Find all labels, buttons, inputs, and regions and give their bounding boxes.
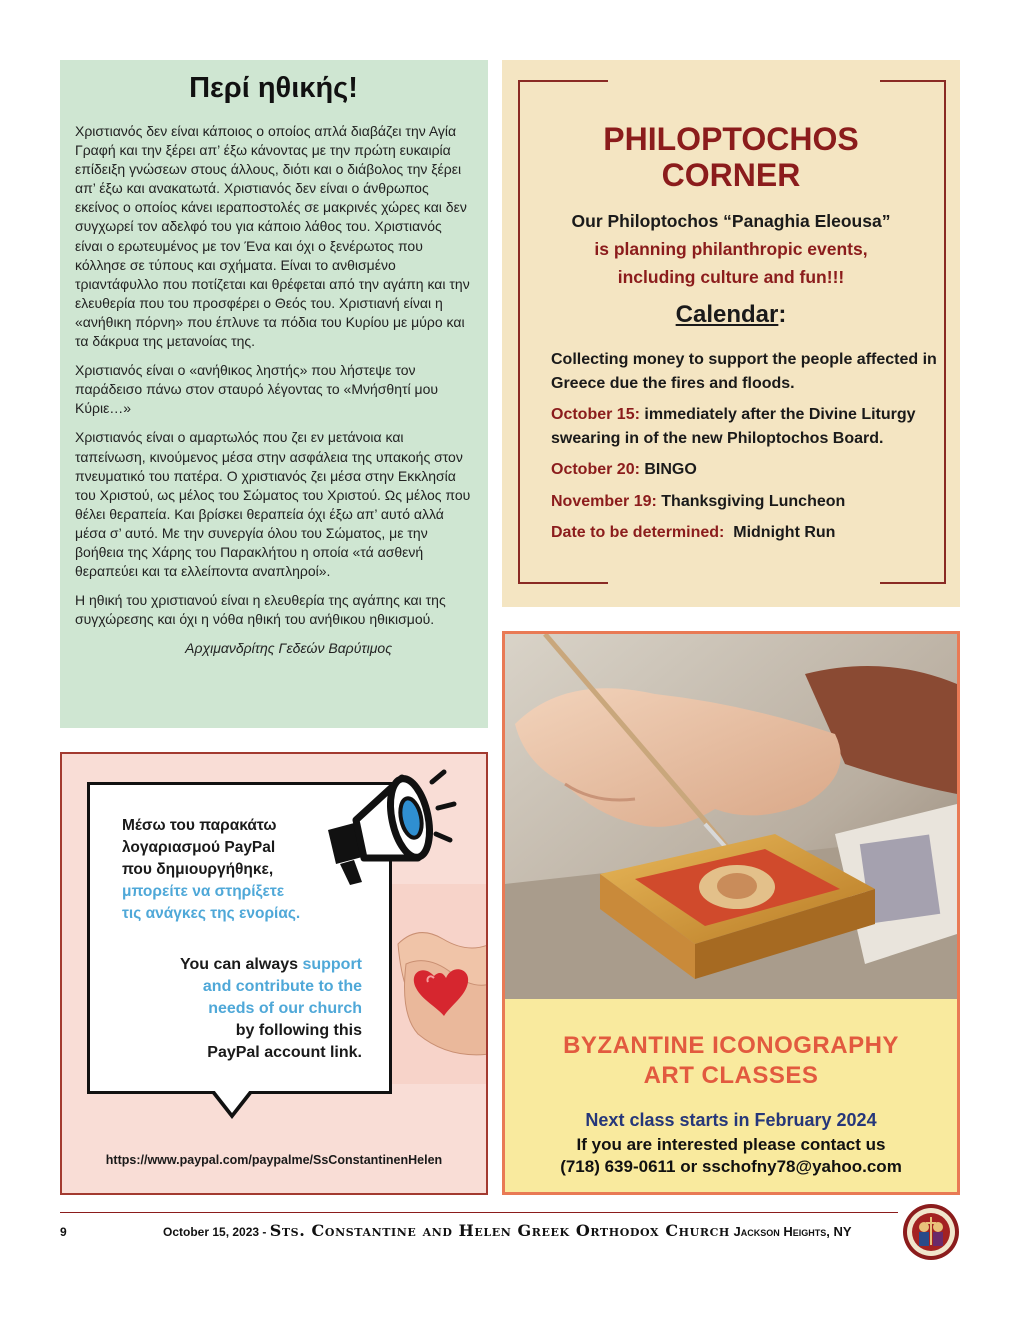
paypal-english-text: You can always support and contribute to the needs of our church by following this PayPal account link. <box>180 956 362 1061</box>
paypal-donation-box <box>60 752 488 1195</box>
calendar-heading: Calendar: <box>675 301 787 328</box>
ethics-paragraph: Η ηθική του χριστιανού είναι η ελευθερία της αγάπης και της συγχώρεσης και όχι η νόθα ηθική του ανήθικου ηθικισμού. <box>75 592 446 628</box>
contact-info: If you are interested please contact us (718) 639-0611 or sschofny78@yahoo.com <box>560 1135 902 1176</box>
calendar-event: November 19: Thanksgiving Luncheon <box>551 492 846 510</box>
calendar-event: October 20: BINGO <box>551 461 697 478</box>
ethics-signature: Αρχιμανδρίτης Γεδεών Βαρύτιμος <box>185 640 392 657</box>
iconography-classes-box <box>502 631 960 1195</box>
calendar-events <box>551 348 941 553</box>
calendar-event: Date to be determined: Midnight Run <box>551 524 836 541</box>
paypal-link[interactable]: https://www.paypal.com/paypalme/SsConstantinenHelen <box>105 1153 443 1167</box>
calendar-event: October 15: immediately after the Divine Liturgy swearing in of the new Philoptochos Board. <box>551 406 916 447</box>
footer-divider <box>60 1212 898 1213</box>
page-number: 9 <box>60 1225 67 1239</box>
philoptochos-corner <box>502 60 960 607</box>
iconography-photo <box>505 634 957 999</box>
ethics-paragraph: Χριστιανός είναι ο αμαρτωλός που ζει εν μετάνοια και ταπείνωση, κινούμενος μέσα στην ασφάλεια της υπακοής στον πνευματικό του πατέρα. Ο χριστιανός ζει μέσα στην Εκκλησία του Χριστού, ως μέλος του Σώματος του Χριστού. Ως μέλος που θέλει θεραπεία. Και βρίσκει θεραπεία όχι έξω απ’ αυτό αλλά μέσα σ’ αυτό. Με την συνεργία όλου του Σώματος, με την βοήθεια της Χάρης του Παρακλήτου η οποία «τά ασθενή θεραπεύει και τα ελλείποντα αναπληροί». <box>75 429 471 580</box>
next-class-date: Next class starts in February 2024 <box>585 1110 877 1130</box>
calendar-event: Collecting money to support the people affected in Greece due the fires and floods. <box>551 351 937 392</box>
philoptochos-intro: Our Philoptochos “Panaghia Eleousa” is planning philanthropic events, including culture and fun!!! <box>571 211 891 287</box>
church-seal-logo <box>902 1203 960 1261</box>
ethics-paragraph: Χριστιανός είναι ο «ανήθικος ληστής» που λήστεψε τον παράδεισο πάνω στον σταυρό λέγοντας το «Μνήσθητί μου Κύριε…» <box>75 362 439 417</box>
footer-text: October 15, 2023 - Sts. Constantine and Helen Greek Orthodox Church Jackson Heights, NY <box>163 1221 852 1240</box>
ethics-paragraph: Χριστιανός δεν είναι κάποιος ο οποίος απλά διαβάζει την Αγία Γραφή και την ξέρει απ’ έξω κάνοντας με την πρώτη ευκαιρία επίδειξη γνώσεων στους άλλους, διότι και ο διάβολος την ξέρει απ’ έξω και ανακατωτά. Χριστιανός δεν είναι ο άνθρωπος εκείνος ο οποίος κάνει ιεραποστολές σε μακρινές χώρες και δεν συγχωρεί τον αδελφό του για κάποιο λάθος του. Χριστιανός είναι ο ερωτευμένος με τον Ένα και όχι ο ξενέρωτος που κόλλησε σε τύπους και σχήματα. Είναι το ανθισμένο τριαντάφυλλο που ποτίζεται και θρέφεται από την αγάπη και την ελευθερία που του προσφέρει ο Θεός του. Χριστιανή είναι η «ανήθικη πόρνη» που έπλυνε τα πόδια του Κυρίου με μύρο και τα δάκρυα της μετανοίας της. <box>75 123 470 350</box>
paypal-greek-text: Μέσω του παρακάτω λογαριασμού PayPal που δημιουργήθηκε, μπορείτε να στηρίξετε τις ανάγκες της ενορίας. <box>122 817 301 922</box>
hands-heart-illustration <box>388 884 488 1084</box>
ethics-title: Περί ηθικής! <box>189 72 358 104</box>
ethics-article <box>60 60 488 728</box>
iconography-title: BYZANTINE ICONOGRAPHY ART CLASSES <box>563 1032 899 1089</box>
philoptochos-title: PHILOPTOCHOS CORNER <box>603 121 859 193</box>
